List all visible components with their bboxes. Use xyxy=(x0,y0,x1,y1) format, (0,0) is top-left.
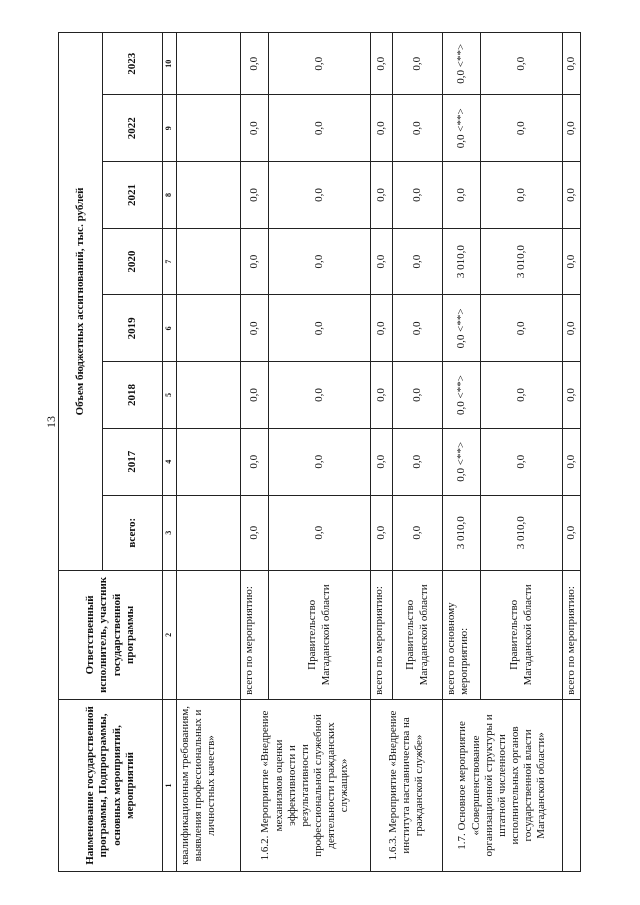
row-value-cell xyxy=(177,295,241,362)
row-executor-cell: Правительство Магаданской области xyxy=(481,570,563,699)
row-value-cell: 0,0 xyxy=(371,428,393,495)
header-year: 2021 xyxy=(103,162,163,229)
row-value-cell: 0,0 xyxy=(241,362,269,429)
column-number: 3 xyxy=(163,495,177,570)
row-value-cell: 0,0 xyxy=(393,162,443,229)
row-value-cell: 0,0 xyxy=(393,362,443,429)
row-value-cell: 0,0 xyxy=(241,33,269,95)
table-row xyxy=(563,33,581,872)
row-executor-cell: Правительство Магаданской области xyxy=(393,570,443,699)
row-executor-cell xyxy=(177,570,241,699)
row-value-cell xyxy=(177,162,241,229)
rotated-table-container xyxy=(58,32,578,872)
row-value-cell: 0,0 <**> xyxy=(443,295,481,362)
row-value-cell: 0,0 xyxy=(269,428,371,495)
row-value-cell: 0,0 xyxy=(371,95,393,162)
row-value-cell: 0,0 xyxy=(393,428,443,495)
row-value-cell: 0,0 xyxy=(241,495,269,570)
row-value-cell xyxy=(177,362,241,429)
row-value-cell: 0,0 xyxy=(481,33,563,95)
row-value-cell: 0,0 xyxy=(269,95,371,162)
table-row xyxy=(443,33,481,872)
row-value-cell: 0,0 xyxy=(269,362,371,429)
column-number: 1 xyxy=(163,699,177,871)
row-value-cell: 0,0 xyxy=(393,33,443,95)
row-value-cell: 0,0 xyxy=(393,228,443,295)
row-name-cell: квалификационным требованиям, выявления профессиональных и личностных качеств» xyxy=(177,699,241,871)
row-value-cell: 0,0 xyxy=(563,95,581,162)
column-number: 7 xyxy=(163,228,177,295)
table-row xyxy=(177,33,241,872)
row-name-cell: 1.6.3. Мероприятие «Внедрение института наставничества на гражданской службе» xyxy=(371,699,443,871)
header-year: 2018 xyxy=(103,362,163,429)
header-year: 2022 xyxy=(103,95,163,162)
column-number: 2 xyxy=(163,570,177,699)
row-value-cell xyxy=(177,495,241,570)
row-value-cell: 0,0 xyxy=(241,428,269,495)
page-number: 13 xyxy=(44,416,58,428)
row-value-cell: 0,0 <**> xyxy=(443,33,481,95)
header-total: всего: xyxy=(103,495,163,570)
row-value-cell: 0,0 xyxy=(269,162,371,229)
column-number: 4 xyxy=(163,428,177,495)
header-year: 2023 xyxy=(103,33,163,95)
row-value-cell: 0,0 xyxy=(269,295,371,362)
row-value-cell: 3 010,0 xyxy=(443,228,481,295)
row-value-cell: 0,0 xyxy=(269,33,371,95)
row-value-cell: 0,0 xyxy=(269,228,371,295)
row-value-cell xyxy=(177,428,241,495)
row-executor-cell: всего по мероприятию: xyxy=(241,570,269,699)
row-value-cell: 0,0 xyxy=(371,295,393,362)
row-value-cell: 0,0 xyxy=(393,495,443,570)
row-value-cell: 0,0 <**> xyxy=(443,362,481,429)
row-value-cell: 0,0 xyxy=(269,495,371,570)
row-value-cell: 0,0 xyxy=(481,295,563,362)
row-value-cell: 0,0 xyxy=(481,95,563,162)
row-executor-cell: всего по мероприятию: xyxy=(563,570,581,699)
row-value-cell: 0,0 xyxy=(371,162,393,229)
row-value-cell: 0,0 xyxy=(241,162,269,229)
row-value-cell: 0,0 xyxy=(481,428,563,495)
row-value-cell: 0,0 xyxy=(563,428,581,495)
row-value-cell: 0,0 <**> xyxy=(443,95,481,162)
row-value-cell: 0,0 xyxy=(241,95,269,162)
header-year: 2019 xyxy=(103,295,163,362)
row-value-cell: 3 010,0 xyxy=(481,228,563,295)
row-value-cell: 0,0 xyxy=(563,33,581,95)
row-executor-cell: всего по мероприятию: xyxy=(371,570,393,699)
row-value-cell: 0,0 xyxy=(393,95,443,162)
row-value-cell: 0,0 xyxy=(563,228,581,295)
row-value-cell: 0,0 xyxy=(443,162,481,229)
column-number: 10 xyxy=(163,33,177,95)
row-value-cell: 3 010,0 xyxy=(481,495,563,570)
table-body xyxy=(177,33,581,872)
row-value-cell xyxy=(177,228,241,295)
row-value-cell: 0,0 xyxy=(563,362,581,429)
row-name-cell xyxy=(563,699,581,871)
row-value-cell: 0,0 xyxy=(563,295,581,362)
table-row xyxy=(241,33,269,872)
header-budget: Объем бюджетных ассигнований, тыс. рублей xyxy=(59,33,103,571)
row-name-cell: 1.6.2. Мероприятие «Внедрение механизмов оценки эффективности и результативности профессиональной служебной деятельности гражданских служащих» xyxy=(241,699,371,871)
header-year: 2020 xyxy=(103,228,163,295)
row-name-cell: 1.7. Основное мероприятие «Совершенствование организационной структуры и штатной численности исполнительных органов государственной власти Магаданской области» xyxy=(443,699,563,871)
table-row xyxy=(371,33,393,872)
row-value-cell: 3 010,0 xyxy=(443,495,481,570)
row-value-cell: 0,0 xyxy=(563,162,581,229)
row-value-cell xyxy=(177,95,241,162)
row-executor-cell: Правительство Магаданской области xyxy=(269,570,371,699)
row-value-cell: 0,0 xyxy=(371,362,393,429)
budget-table xyxy=(58,32,581,872)
row-value-cell xyxy=(177,33,241,95)
header-executor: Ответственный исполнитель, участник государственной программы xyxy=(59,570,163,699)
header-name: Наименование государственной программы, Подпрограммы, основных мероприятий, мероприятий xyxy=(59,699,163,871)
row-value-cell: 0,0 xyxy=(371,495,393,570)
row-value-cell: 0,0 xyxy=(393,295,443,362)
row-value-cell: 0,0 xyxy=(241,228,269,295)
row-value-cell: 0,0 xyxy=(481,362,563,429)
row-value-cell: 0,0 xyxy=(563,495,581,570)
column-number: 5 xyxy=(163,362,177,429)
column-number: 8 xyxy=(163,162,177,229)
row-value-cell: 0,0 xyxy=(371,33,393,95)
row-value-cell: 0,0 <**> xyxy=(443,428,481,495)
column-number: 9 xyxy=(163,95,177,162)
row-value-cell: 0,0 xyxy=(241,295,269,362)
row-value-cell: 0,0 xyxy=(371,228,393,295)
row-executor-cell: всего по основному мероприятию: xyxy=(443,570,481,699)
column-number: 6 xyxy=(163,295,177,362)
header-year: 2017 xyxy=(103,428,163,495)
row-value-cell: 0,0 xyxy=(481,162,563,229)
